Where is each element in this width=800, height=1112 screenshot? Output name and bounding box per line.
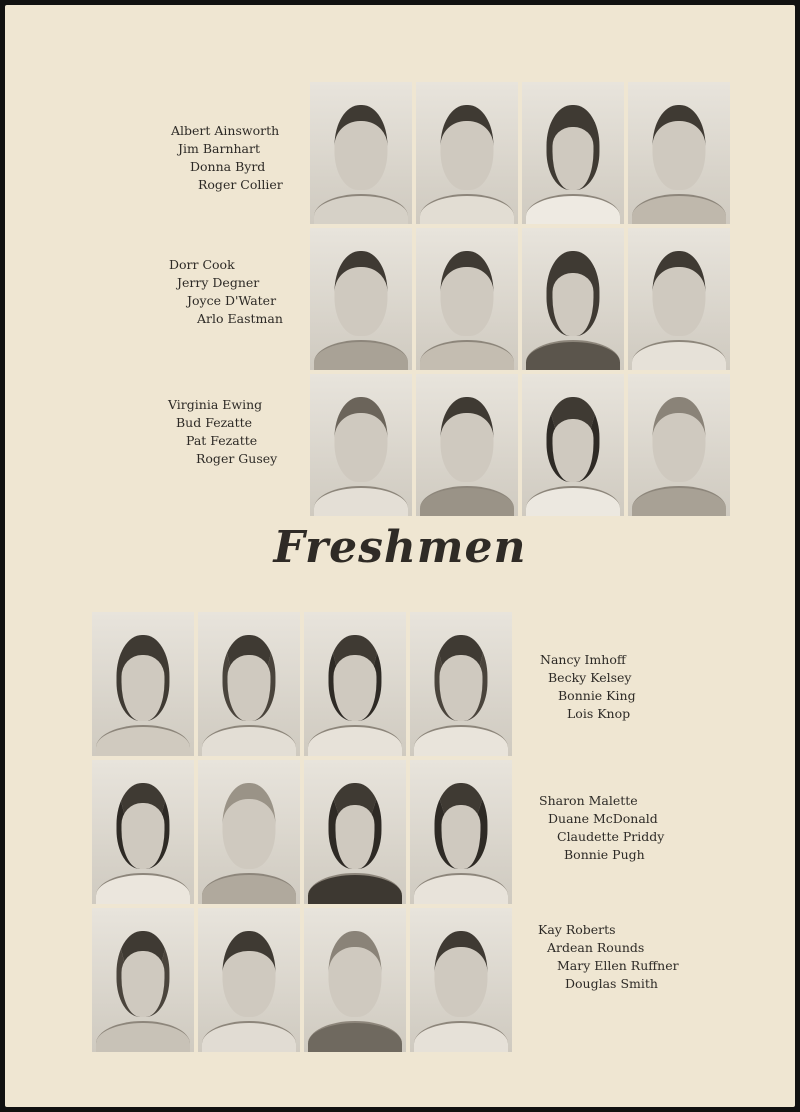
student-photo [310,374,412,516]
student-name: Jim Barnhart [178,141,261,156]
student-photo [522,374,624,516]
student-name: Sharon Malette [539,793,638,808]
portrait-shoulders [414,873,508,904]
portrait-shoulders [414,725,508,756]
portrait-shoulders [314,194,408,224]
student-name: Donna Byrd [190,159,266,174]
student-name: Arlo Eastman [197,311,283,326]
portrait-head [652,105,705,190]
portrait-shoulders [414,1021,508,1052]
student-name: Virginia Ewing [168,397,263,412]
student-name: Roger Gusey [196,451,278,466]
student-photo [92,908,194,1052]
portrait-shoulders [96,725,190,756]
portrait-shoulders [314,340,408,370]
portrait-shoulders [96,873,190,904]
portrait-head [116,783,169,869]
student-photo [310,228,412,370]
student-name: Jerry Degner [177,275,260,290]
name-group-2 [169,256,283,328]
name-group-4 [540,651,636,723]
portrait-shoulders [632,340,726,370]
portrait-shoulders [308,1021,402,1052]
portrait-shoulders [202,725,296,756]
portrait-head [222,783,275,869]
portrait-shoulders [526,486,620,516]
student-photo [628,82,730,224]
name-group-5 [539,792,664,864]
student-photo [198,760,300,904]
student-name: Dorr Cook [169,257,235,272]
portrait-shoulders [96,1021,190,1052]
portrait-shoulders [308,725,402,756]
student-name: Bud Fezatte [176,415,253,430]
name-group-1 [171,122,283,194]
portrait-shoulders [420,194,514,224]
portrait-head [334,251,387,336]
student-name: Kay Roberts [538,922,616,937]
student-name: Claudette Priddy [557,829,665,844]
student-name: Mary Ellen Ruffner [557,958,679,973]
section-title: Freshmen [273,522,527,573]
student-name: Nancy Imhoff [540,652,626,667]
student-name: Bonnie King [558,688,636,703]
portrait-head [546,251,599,336]
portrait-head [328,635,381,721]
portrait-head [328,931,381,1017]
student-name: Albert Ainsworth [171,123,280,138]
student-photo [522,228,624,370]
portrait-head [222,635,275,721]
name-group-3 [168,396,277,468]
portrait-head [334,105,387,190]
student-name: Ardean Rounds [547,940,645,955]
student-photo [304,760,406,904]
portrait-head [116,635,169,721]
student-photo [416,82,518,224]
portrait-shoulders [308,873,402,904]
student-name: Bonnie Pugh [564,847,645,862]
student-photo [198,612,300,756]
student-photo [410,760,512,904]
student-name: Roger Collier [198,177,283,192]
student-name: Lois Knop [567,706,631,721]
portrait-shoulders [632,194,726,224]
portrait-head [440,251,493,336]
student-photo [628,228,730,370]
student-name: Douglas Smith [565,976,658,991]
yearbook-page [5,5,795,1107]
student-name: Pat Fezatte [186,433,258,448]
portrait-head [222,931,275,1017]
photo-grid-top [310,82,730,516]
student-name: Joyce D'Water [187,293,277,308]
portrait-head [652,251,705,336]
student-photo [304,908,406,1052]
portrait-head [546,105,599,190]
portrait-shoulders [632,486,726,516]
portrait-head [434,635,487,721]
portrait-head [434,931,487,1017]
student-photo [92,612,194,756]
portrait-shoulders [526,194,620,224]
portrait-shoulders [202,873,296,904]
student-name: Duane McDonald [548,811,658,826]
portrait-shoulders [526,340,620,370]
student-photo [410,908,512,1052]
student-photo [304,612,406,756]
student-photo [522,82,624,224]
portrait-shoulders [420,340,514,370]
portrait-head [116,931,169,1017]
portrait-head [546,397,599,482]
name-group-6 [538,921,679,993]
portrait-shoulders [202,1021,296,1052]
portrait-shoulders [420,486,514,516]
portrait-head [440,397,493,482]
student-photo [628,374,730,516]
student-photo [416,374,518,516]
student-name: Becky Kelsey [548,670,632,685]
photo-grid-bottom [92,612,512,1052]
student-photo [416,228,518,370]
student-photo [310,82,412,224]
portrait-head [434,783,487,869]
portrait-head [328,783,381,869]
portrait-head [440,105,493,190]
portrait-shoulders [314,486,408,516]
portrait-head [652,397,705,482]
portrait-head [334,397,387,482]
student-photo [410,612,512,756]
student-photo [92,760,194,904]
student-photo [198,908,300,1052]
